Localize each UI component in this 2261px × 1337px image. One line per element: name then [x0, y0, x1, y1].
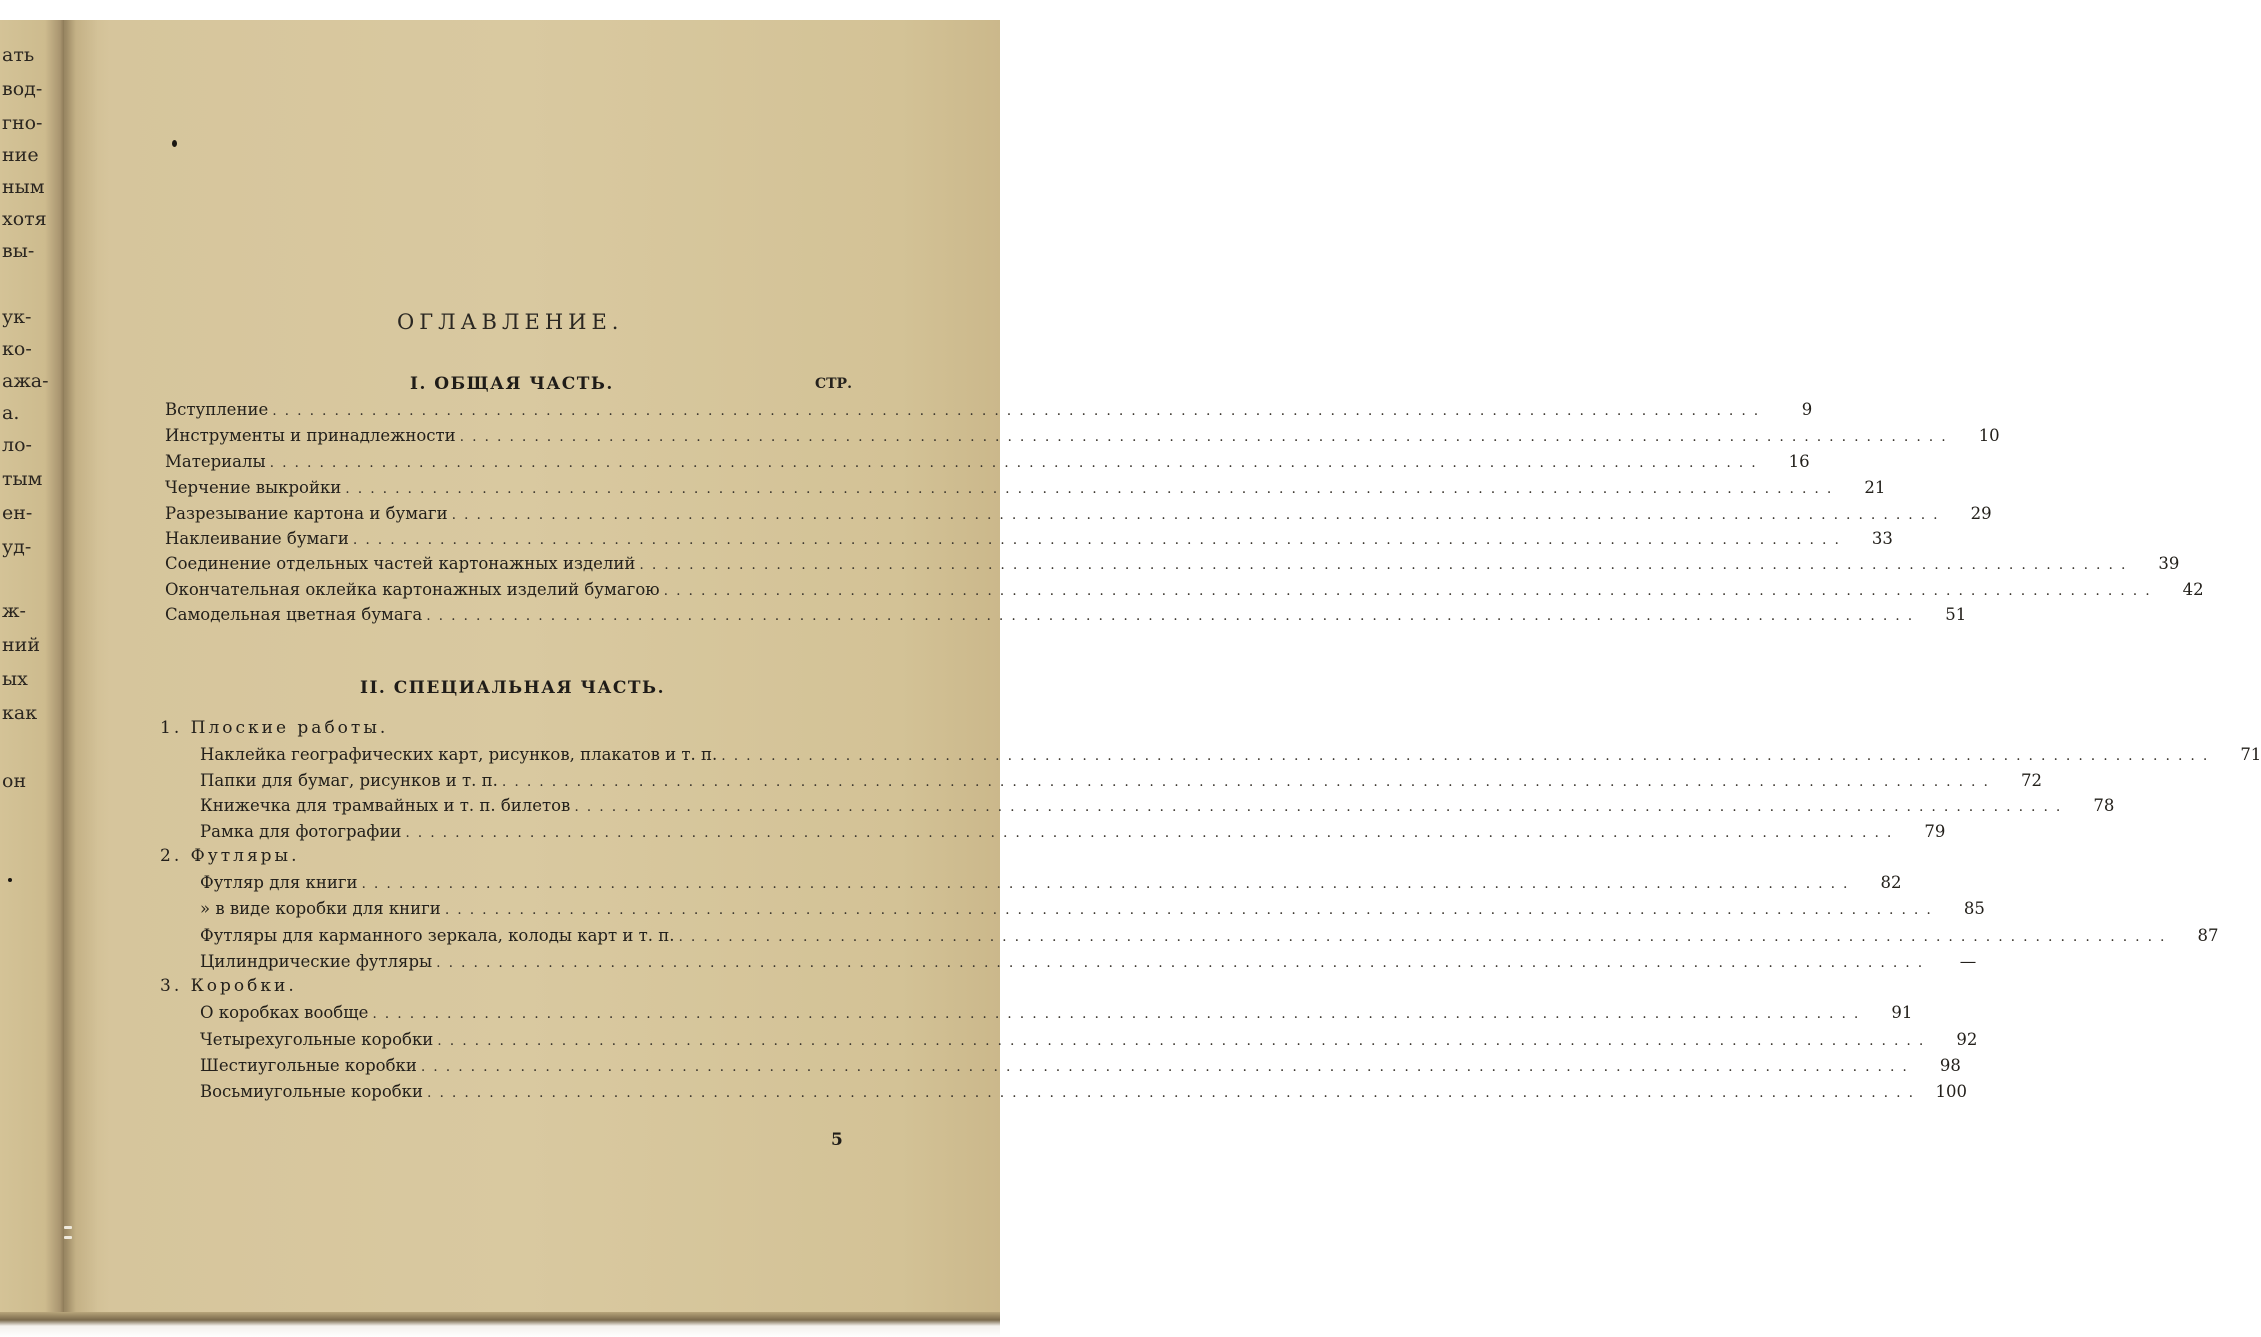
toc-entry-label: Самодельная цветная бумага: [165, 605, 423, 624]
toc-entry-label: О коробках вообще: [200, 1003, 369, 1022]
part2-title: II. СПЕЦИАЛЬНАЯ ЧАСТЬ.: [360, 678, 665, 698]
toc-entry-label: Материалы: [165, 452, 266, 471]
toc-entry-label: Цилиндрические футляры: [200, 952, 433, 971]
gutter-shadow: [64, 20, 98, 1312]
left-page-fragment: ние: [2, 144, 39, 166]
toc-entry: [200, 899, 1985, 923]
toc-entry-page: 91: [1891, 1003, 1913, 1022]
left-page-fragment: ен-: [2, 502, 33, 524]
toc-entry-label: Инструменты и принадлежности: [165, 426, 456, 445]
toc-entry-label: Наклейка географических карт, рисунков, плакатов и т. п.: [200, 745, 718, 764]
part2-group-title: 3. Коробки.: [160, 976, 297, 996]
toc-entry-label: Вступление: [165, 400, 269, 419]
toc-entry: [165, 452, 1810, 476]
toc-entry-page: 82: [1880, 873, 1902, 892]
left-page-fragment: ажа-: [2, 370, 49, 392]
toc-entry: [165, 400, 1813, 424]
page-column-header: СТР.: [815, 376, 852, 392]
toc-entry-label: Окончательная оклейка картонажных изделий бумагою: [165, 580, 660, 599]
toc-entry: [165, 504, 1992, 528]
toc-entry: [200, 796, 2115, 820]
toc-entry-page: 29: [1970, 504, 1992, 523]
left-page-fragment: как: [2, 702, 38, 724]
toc-entry-page: —: [1959, 952, 1977, 971]
dot-leader: ........................................................................................................................: [352, 532, 1847, 548]
toc-entry: [200, 1056, 1961, 1080]
binding-stitch: [64, 1226, 72, 1229]
dot-leader: ........................................................................................................................: [269, 455, 1764, 471]
toc-entry-page: 100: [1935, 1082, 1968, 1101]
toc-entry-page: 72: [2020, 771, 2042, 790]
part1-title: I. ОБЩАЯ ЧАСТЬ.: [410, 374, 614, 394]
toc-entry-label: Футляр для книги: [200, 873, 358, 892]
left-page-fragment: ло-: [2, 434, 32, 456]
toc-entry-label: Папки для бумаг, рисунков и т. п.: [200, 771, 498, 790]
left-page-fragment: ук-: [2, 306, 32, 328]
left-page-fragment: уд-: [2, 536, 32, 558]
toc-entry-page: 92: [1956, 1030, 1978, 1049]
dot-leader: ........................................................................................................................: [427, 1085, 1922, 1101]
toc-entry-label: Соединение отдельных частей картонажных изделий: [165, 554, 636, 573]
toc-entry: [200, 771, 2042, 795]
toc-entry-page: 51: [1945, 605, 1967, 624]
toc-entry: [165, 554, 2180, 578]
left-page-fragment: ых: [2, 668, 28, 690]
toc-entry-label: Рамка для фотографии: [200, 822, 402, 841]
toc-entry: [200, 1082, 1968, 1106]
toc-entry-label: » в виде коробки для книги: [200, 899, 441, 918]
dot-leader: ........................................................................................................................: [459, 429, 1954, 445]
toc-entry-page: 10: [1978, 426, 2000, 445]
dot-leader: ........................................................................................................................: [426, 608, 1921, 624]
ink-spot: [172, 140, 177, 147]
dot-leader: ........................................................................................................................: [372, 1006, 1867, 1022]
toc-entry: [200, 1030, 1978, 1054]
dot-leader: ........................................................................................................................: [678, 929, 2173, 945]
toc-entry-page: 42: [2182, 580, 2204, 599]
left-page-fragment: а.: [2, 402, 20, 424]
toc-entry: [200, 1003, 1913, 1027]
dot-leader: ........................................................................................................................: [663, 583, 2158, 599]
toc-entry-page: 16: [1788, 452, 1810, 471]
toc-entry: [165, 478, 1886, 502]
dot-leader: ........................................................................................................................: [444, 902, 1939, 918]
left-page-fragment: хотя: [2, 208, 47, 230]
dot-leader: ........................................................................................................................: [345, 481, 1840, 497]
toc-entry-page: 21: [1864, 478, 1886, 497]
toc-entry: [165, 529, 1893, 553]
toc-entry-label: Восьмиугольные коробки: [200, 1082, 423, 1101]
toc-entry-page: 33: [1871, 529, 1893, 548]
dot-leader: ........................................................................................................................: [272, 403, 1767, 419]
dot-leader: ........................................................................................................................: [437, 1033, 1932, 1049]
left-page-fragment: ж-: [2, 600, 26, 622]
toc-entry-page: 71: [2240, 745, 2261, 764]
toc-entry-page: 39: [2158, 554, 2180, 573]
left-page-fragment: вы-: [2, 240, 35, 262]
dot-leader: ........................................................................................................................: [420, 1059, 1915, 1075]
toc-entry-page: 9: [1801, 400, 1813, 419]
toc-entry-page: 79: [1924, 822, 1946, 841]
top-strip: [0, 0, 1000, 20]
dot-leader: ........................................................................................................................: [501, 774, 1996, 790]
toc-entry-label: Книжечка для трамвайных и т. п. билетов: [200, 796, 571, 815]
bottom-edge: [0, 1312, 1000, 1337]
toc-entry: [200, 952, 1977, 976]
toc-entry-page: 78: [2093, 796, 2115, 815]
toc-entry-label: Футляры для карманного зеркала, колоды карт и т. п.: [200, 926, 675, 945]
left-page-fragment: тым: [2, 468, 43, 490]
dot-leader: ........................................................................................................................: [721, 748, 2216, 764]
page-number: 5: [831, 1130, 843, 1150]
left-page-fragment: ко-: [2, 338, 32, 360]
ink-spot: [8, 878, 12, 882]
toc-entry-label: Четырехугольные коробки: [200, 1030, 434, 1049]
toc-entry: [200, 745, 2261, 769]
toc-entry: [200, 926, 2219, 950]
toc-entry: [200, 873, 1902, 897]
left-page-fragment: ным: [2, 176, 45, 198]
toc-entry-label: Черчение выкройки: [165, 478, 342, 497]
toc-entry-page: 85: [1963, 899, 1985, 918]
part2-group-title: 2. Футляры.: [160, 846, 300, 866]
left-page-fragment: гно-: [2, 112, 43, 134]
left-page-fragment: вод-: [2, 78, 43, 100]
dot-leader: ........................................................................................................................: [361, 876, 1856, 892]
book-photo: [0, 0, 1000, 1337]
part2-group-title: 1. Плоские работы.: [160, 718, 389, 738]
toc-entry-label: Шестиугольные коробки: [200, 1056, 417, 1075]
toc-entry: [165, 605, 1967, 629]
dot-leader: ........................................................................................................................: [451, 507, 1946, 523]
dot-leader: ........................................................................................................................: [405, 825, 1900, 841]
left-page-fragment: ать: [2, 44, 35, 66]
toc-entry-label: Разрезывание картона и бумаги: [165, 504, 448, 523]
toc-entry: [200, 822, 1946, 846]
toc-entry-page: 98: [1939, 1056, 1961, 1075]
toc-entry: [165, 580, 2204, 604]
dot-leader: ........................................................................................................................: [574, 799, 2069, 815]
dot-leader: ........................................................................................................................: [436, 955, 1931, 971]
page-title: ОГЛАВЛЕНИЕ.: [397, 310, 624, 334]
binding-stitch: [64, 1236, 72, 1239]
toc-entry-label: Наклеивание бумаги: [165, 529, 349, 548]
left-page-fragment: он: [2, 770, 27, 792]
left-page-fragment: ний: [2, 634, 40, 656]
dot-leader: ........................................................................................................................: [639, 557, 2134, 573]
toc-entry-page: 87: [2197, 926, 2219, 945]
toc-entry: [165, 426, 2000, 450]
